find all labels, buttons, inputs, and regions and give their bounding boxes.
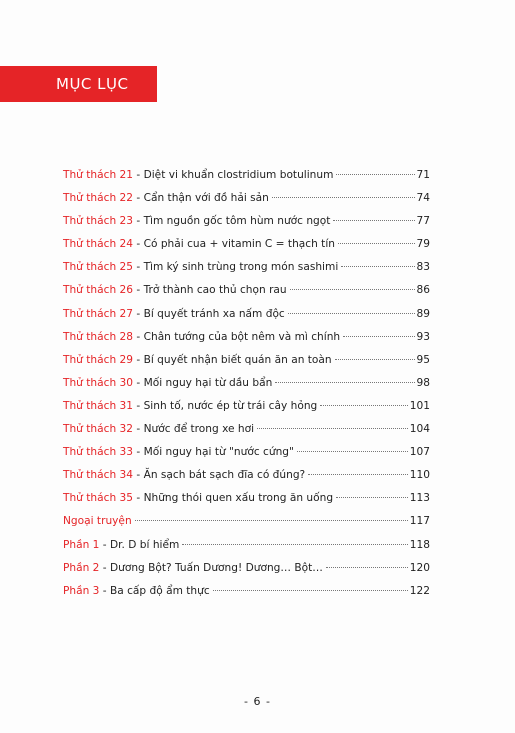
toc-entry-title: Trở thành cao thủ chọn rau	[143, 284, 287, 297]
toc-entry-page: 93	[416, 330, 430, 343]
dot-leader	[288, 313, 415, 314]
toc-entry-title: Bí quyết tránh xa nấm độc	[143, 307, 285, 320]
toc-entry	[63, 557, 430, 580]
toc-entry-separator: -	[133, 423, 144, 436]
toc-entry-separator: -	[133, 446, 144, 459]
page-title: MỤC LỤC	[56, 75, 129, 93]
toc-entry-label: Thử thách 34	[63, 469, 134, 482]
toc-entry-label: Thử thách 32	[63, 423, 134, 436]
dot-leader	[333, 220, 414, 221]
toc-entry-separator: -	[133, 169, 144, 181]
dot-leader	[336, 174, 414, 175]
toc-entry-separator: -	[133, 307, 144, 320]
toc-entry-separator: -	[133, 469, 144, 482]
toc-entry	[63, 441, 430, 464]
toc-entry-label: Thử thách 21	[63, 169, 134, 181]
toc-entry-label: Thử thách 23	[63, 215, 134, 228]
toc-entry-separator: -	[133, 353, 144, 366]
toc-entry-label: Ngoại truyện	[63, 515, 132, 528]
toc-entry-label: Thử thách 33	[63, 446, 134, 459]
toc-entry-title: Diệt vi khuẩn clostridium botulinum	[143, 169, 334, 181]
toc-entry-page: 77	[416, 215, 430, 228]
table-of-contents	[63, 164, 430, 603]
toc-entry-title: Nước để trong xe hơi	[143, 423, 255, 436]
toc-entry-separator: -	[133, 492, 144, 505]
toc-entry-label: Thử thách 30	[63, 376, 134, 389]
toc-entry-page: 95	[416, 353, 430, 366]
toc-entry-label: Thử thách 22	[63, 192, 134, 205]
toc-entry-title: Tìm ký sinh trùng trong món sashimi	[143, 261, 339, 274]
dot-leader	[290, 289, 415, 290]
toc-entry-title: Mối nguy hại từ "nước cứng"	[143, 446, 294, 459]
toc-entry-label: Thử thách 29	[63, 353, 134, 366]
dot-leader	[336, 497, 408, 498]
dot-leader	[335, 359, 415, 360]
dot-leader	[213, 590, 408, 591]
toc-entry-page: 118	[409, 538, 430, 551]
toc-entry-title: Dr. D bí hiểm	[109, 538, 180, 551]
toc-entry	[63, 510, 430, 533]
toc-entry-page: 104	[409, 423, 430, 436]
toc-entry	[63, 580, 430, 603]
toc-entry-page: 74	[416, 192, 430, 205]
dot-leader	[135, 520, 408, 521]
toc-entry	[63, 534, 430, 557]
toc-entry-label: Thử thách 31	[63, 399, 134, 412]
toc-entry	[63, 326, 430, 349]
toc-entry-label: Phần 1	[63, 538, 100, 551]
toc-entry-label: Thử thách 28	[63, 330, 134, 343]
page-number: - 6 -	[244, 695, 271, 708]
toc-entry-title: Sinh tố, nước ép từ trái cây hỏng	[143, 399, 318, 412]
toc-entry-title: Bí quyết nhận biết quán ăn an toàn	[143, 353, 332, 366]
toc-entry	[63, 303, 430, 326]
toc-entry-separator: -	[99, 584, 110, 597]
toc-entry-label: Phần 3	[63, 584, 100, 597]
toc-entry-page: 98	[416, 376, 430, 389]
dot-leader	[338, 243, 415, 244]
toc-entry	[63, 487, 430, 510]
dot-leader	[326, 567, 408, 568]
toc-entry-page: 107	[409, 446, 430, 459]
dot-leader	[182, 544, 407, 545]
toc-entry-page: 71	[416, 169, 430, 181]
toc-entry-title: Ăn sạch bát sạch đĩa có đúng?	[143, 469, 306, 482]
toc-entry-separator: -	[133, 238, 144, 251]
toc-entry-title: Chân tướng của bột nêm và mì chính	[143, 330, 341, 343]
dot-leader	[320, 405, 408, 406]
toc-entry-title: Mối nguy hại từ dầu bẩn	[143, 376, 273, 389]
toc-entry-separator: -	[99, 538, 110, 551]
toc-entry-page: 117	[409, 515, 430, 528]
toc-entry-separator: -	[133, 284, 144, 297]
dot-leader	[272, 197, 415, 198]
toc-entry-title: Dương Bột? Tuấn Dương! Dương… Bột…	[109, 561, 323, 574]
toc-entry	[63, 372, 430, 395]
toc-entry-title: Ba cấp độ ẩm thực	[109, 584, 210, 597]
toc-entry-label: Phần 2	[63, 561, 100, 574]
toc-entry-page: 113	[409, 492, 430, 505]
toc-entry-separator: -	[133, 399, 144, 412]
toc-entry	[63, 418, 430, 441]
toc-entry-separator: -	[133, 192, 144, 205]
toc-entry-page: 120	[409, 561, 430, 574]
dot-leader	[275, 382, 414, 383]
toc-entry-label: Thử thách 35	[63, 492, 134, 505]
dot-leader	[343, 336, 414, 337]
toc-entry-separator: -	[133, 330, 144, 343]
dot-leader	[257, 428, 408, 429]
toc-entry	[63, 210, 430, 233]
toc-entry	[63, 464, 430, 487]
toc-entry-page: 110	[409, 469, 430, 482]
toc-entry	[63, 256, 430, 279]
toc-entry	[63, 349, 430, 372]
toc-entry-title: Tìm nguồn gốc tôm hùm nước ngọt	[143, 215, 331, 228]
toc-entry-page: 122	[409, 584, 430, 597]
toc-entry	[63, 164, 430, 187]
toc-entry-page: 79	[416, 238, 430, 251]
toc-entry-label: Thử thách 25	[63, 261, 134, 274]
toc-entry-title: Có phải cua + vitamin C = thạch tín	[143, 238, 335, 251]
toc-entry-separator: -	[99, 561, 110, 574]
toc-entry	[63, 187, 430, 210]
toc-entry-page: 101	[409, 399, 430, 412]
toc-entry-label: Thử thách 26	[63, 284, 134, 297]
toc-entry	[63, 395, 430, 418]
toc-entry	[63, 279, 430, 302]
toc-entry	[63, 233, 430, 256]
toc-entry-label: Thử thách 24	[63, 238, 134, 251]
toc-entry-title: Cẩn thận với đồ hải sản	[143, 192, 269, 205]
dot-leader	[297, 451, 408, 452]
toc-entry-page: 83	[416, 261, 430, 274]
dot-leader	[341, 266, 414, 267]
toc-entry-page: 89	[416, 307, 430, 320]
toc-entry-separator: -	[133, 376, 144, 389]
toc-entry-title: Những thói quen xấu trong ăn uống	[143, 492, 334, 505]
toc-entry-label: Thử thách 27	[63, 307, 134, 320]
toc-entry-page: 86	[416, 284, 430, 297]
toc-entry-separator: -	[133, 261, 144, 274]
dot-leader	[308, 474, 408, 475]
toc-entry-separator: -	[133, 215, 144, 228]
